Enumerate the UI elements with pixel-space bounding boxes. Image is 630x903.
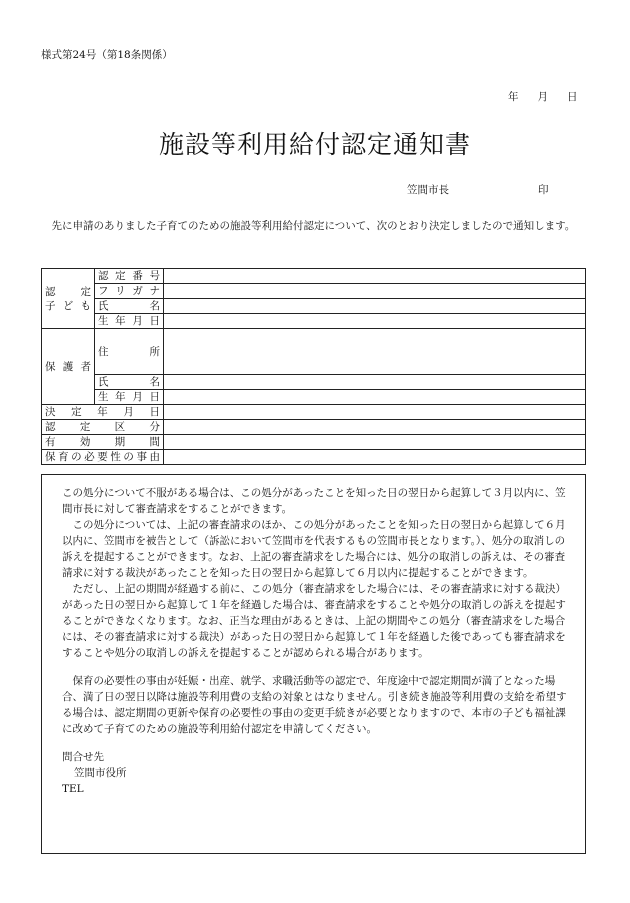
necessity-reason-value[interactable]	[164, 450, 586, 465]
certification-number-value[interactable]	[164, 269, 586, 284]
notice-box	[41, 474, 586, 854]
form-number: 様式第24号（第18条関係）	[41, 49, 173, 61]
child-group-label: 認 定 子 ど も	[42, 269, 95, 329]
child-birthdate-value[interactable]	[164, 314, 586, 329]
contact-office: 笠間市役所	[74, 767, 127, 779]
seal-mark: 印	[538, 184, 549, 196]
row-label-decision-date: 決 定 年 月 日	[42, 405, 164, 420]
intro-text: 先に申請のありました子育てのための施設等利用給付認定について、次のとおり決定しましたので通知します。	[51, 220, 576, 232]
row-label-address: 住 所	[95, 329, 164, 375]
row-label-certification-category: 認 定 区 分	[42, 420, 164, 435]
guardian-group-label: 保 護 者	[42, 329, 95, 405]
row-label-furigana: フ リ ガ ナ	[95, 284, 164, 299]
table-row	[42, 435, 586, 450]
furigana-value[interactable]	[164, 284, 586, 299]
row-label-validity-period: 有 効 期 間	[42, 435, 164, 450]
guardian-birthdate-value[interactable]	[164, 390, 586, 405]
date-day-label: 日	[567, 91, 579, 103]
table-row	[42, 269, 586, 284]
child-name-value[interactable]	[164, 299, 586, 314]
contact-label: 問合せ先	[62, 751, 104, 763]
table-row	[42, 329, 586, 375]
decision-date-value[interactable]	[164, 405, 586, 420]
row-label-child-birthdate: 生 年 月 日	[95, 314, 164, 329]
row-label-guardian-birthdate: 生 年 月 日	[95, 390, 164, 405]
issuer-name: 笠間市長	[407, 184, 449, 196]
contact-tel: TEL	[62, 783, 84, 795]
row-label-child-name: 氏 名	[95, 299, 164, 314]
guardian-name-value[interactable]	[164, 375, 586, 390]
table-row	[42, 284, 586, 299]
page-title: 施設等利用給付認定通知書	[158, 130, 471, 159]
date-year-label: 年	[508, 91, 520, 103]
certification-table	[41, 268, 586, 465]
issue-date	[508, 89, 579, 104]
table-row	[42, 450, 586, 465]
notice-paragraph-necessity: 保育の必要性の事由が妊娠・出産、就学、求職活動等の認定で、年度途中で認定期間が満了となった場合、満了日の翌日以降は施設等利用費の支給の対象とはなりません。引き続き施設等利用費の支給を希望する場合は、認定期間の更新や保育の必要性の事由の変更手続きが必要となりますので、本市の子ども福祉課に改めて子育てのための施設等利用給付認定を申請してください。	[62, 675, 567, 735]
notice-paragraph-appeal: この処分について不服がある場合は、この処分があったことを知った日の翌日から起算して３月以内に、笠間市長に対して審査請求をすることができます。	[62, 487, 566, 515]
table-row	[42, 420, 586, 435]
row-label-necessity-reason: 保 育 の 必 要 性 の 事 由	[42, 450, 164, 465]
table-row	[42, 405, 586, 420]
table-row	[42, 375, 586, 390]
contact-info	[62, 749, 569, 797]
date-month-label: 月	[537, 91, 549, 103]
row-label-certification-number: 認 定 番 号	[95, 269, 164, 284]
notice-paragraph-deadline: ただし、上記の期間が経過する前に、この処分（審査請求をした場合には、その審査請求に対する裁決）があった日の翌日から起算して１年を経過した場合は、審査請求をすることや処分の取消しの訴えを提起することができなくなります。なお、正当な理由があるときは、上記の期間やこの処分（審査請求をした場合には、その審査請求に対する裁決）があった日の翌日から起算して１年を経過した後であっても審査請求をすることや処分の取消しの訴えを提起することが認められる場合があります。	[62, 583, 566, 659]
certification-category-value[interactable]	[164, 420, 586, 435]
table-row	[42, 390, 586, 405]
notice-paragraph-lawsuit: この処分については、上記の審査請求のほか、この処分があったことを知った日の翌日から起算して６月以内に、笠間市を被告として（訴訟において笠間市を代表するもの笠間市長となります。）、処分の取消しの訴えを提起することができます。なお、上記の審査請求をした場合には、処分の取消しの訴えは、その審査請求に対する裁決があったことを知った日の翌日から起算して６月以内に提起することができます。	[62, 519, 566, 579]
row-label-guardian-name: 氏 名	[95, 375, 164, 390]
address-value[interactable]	[164, 329, 586, 375]
table-row	[42, 299, 586, 314]
table-row	[42, 314, 586, 329]
validity-period-value[interactable]	[164, 435, 586, 450]
